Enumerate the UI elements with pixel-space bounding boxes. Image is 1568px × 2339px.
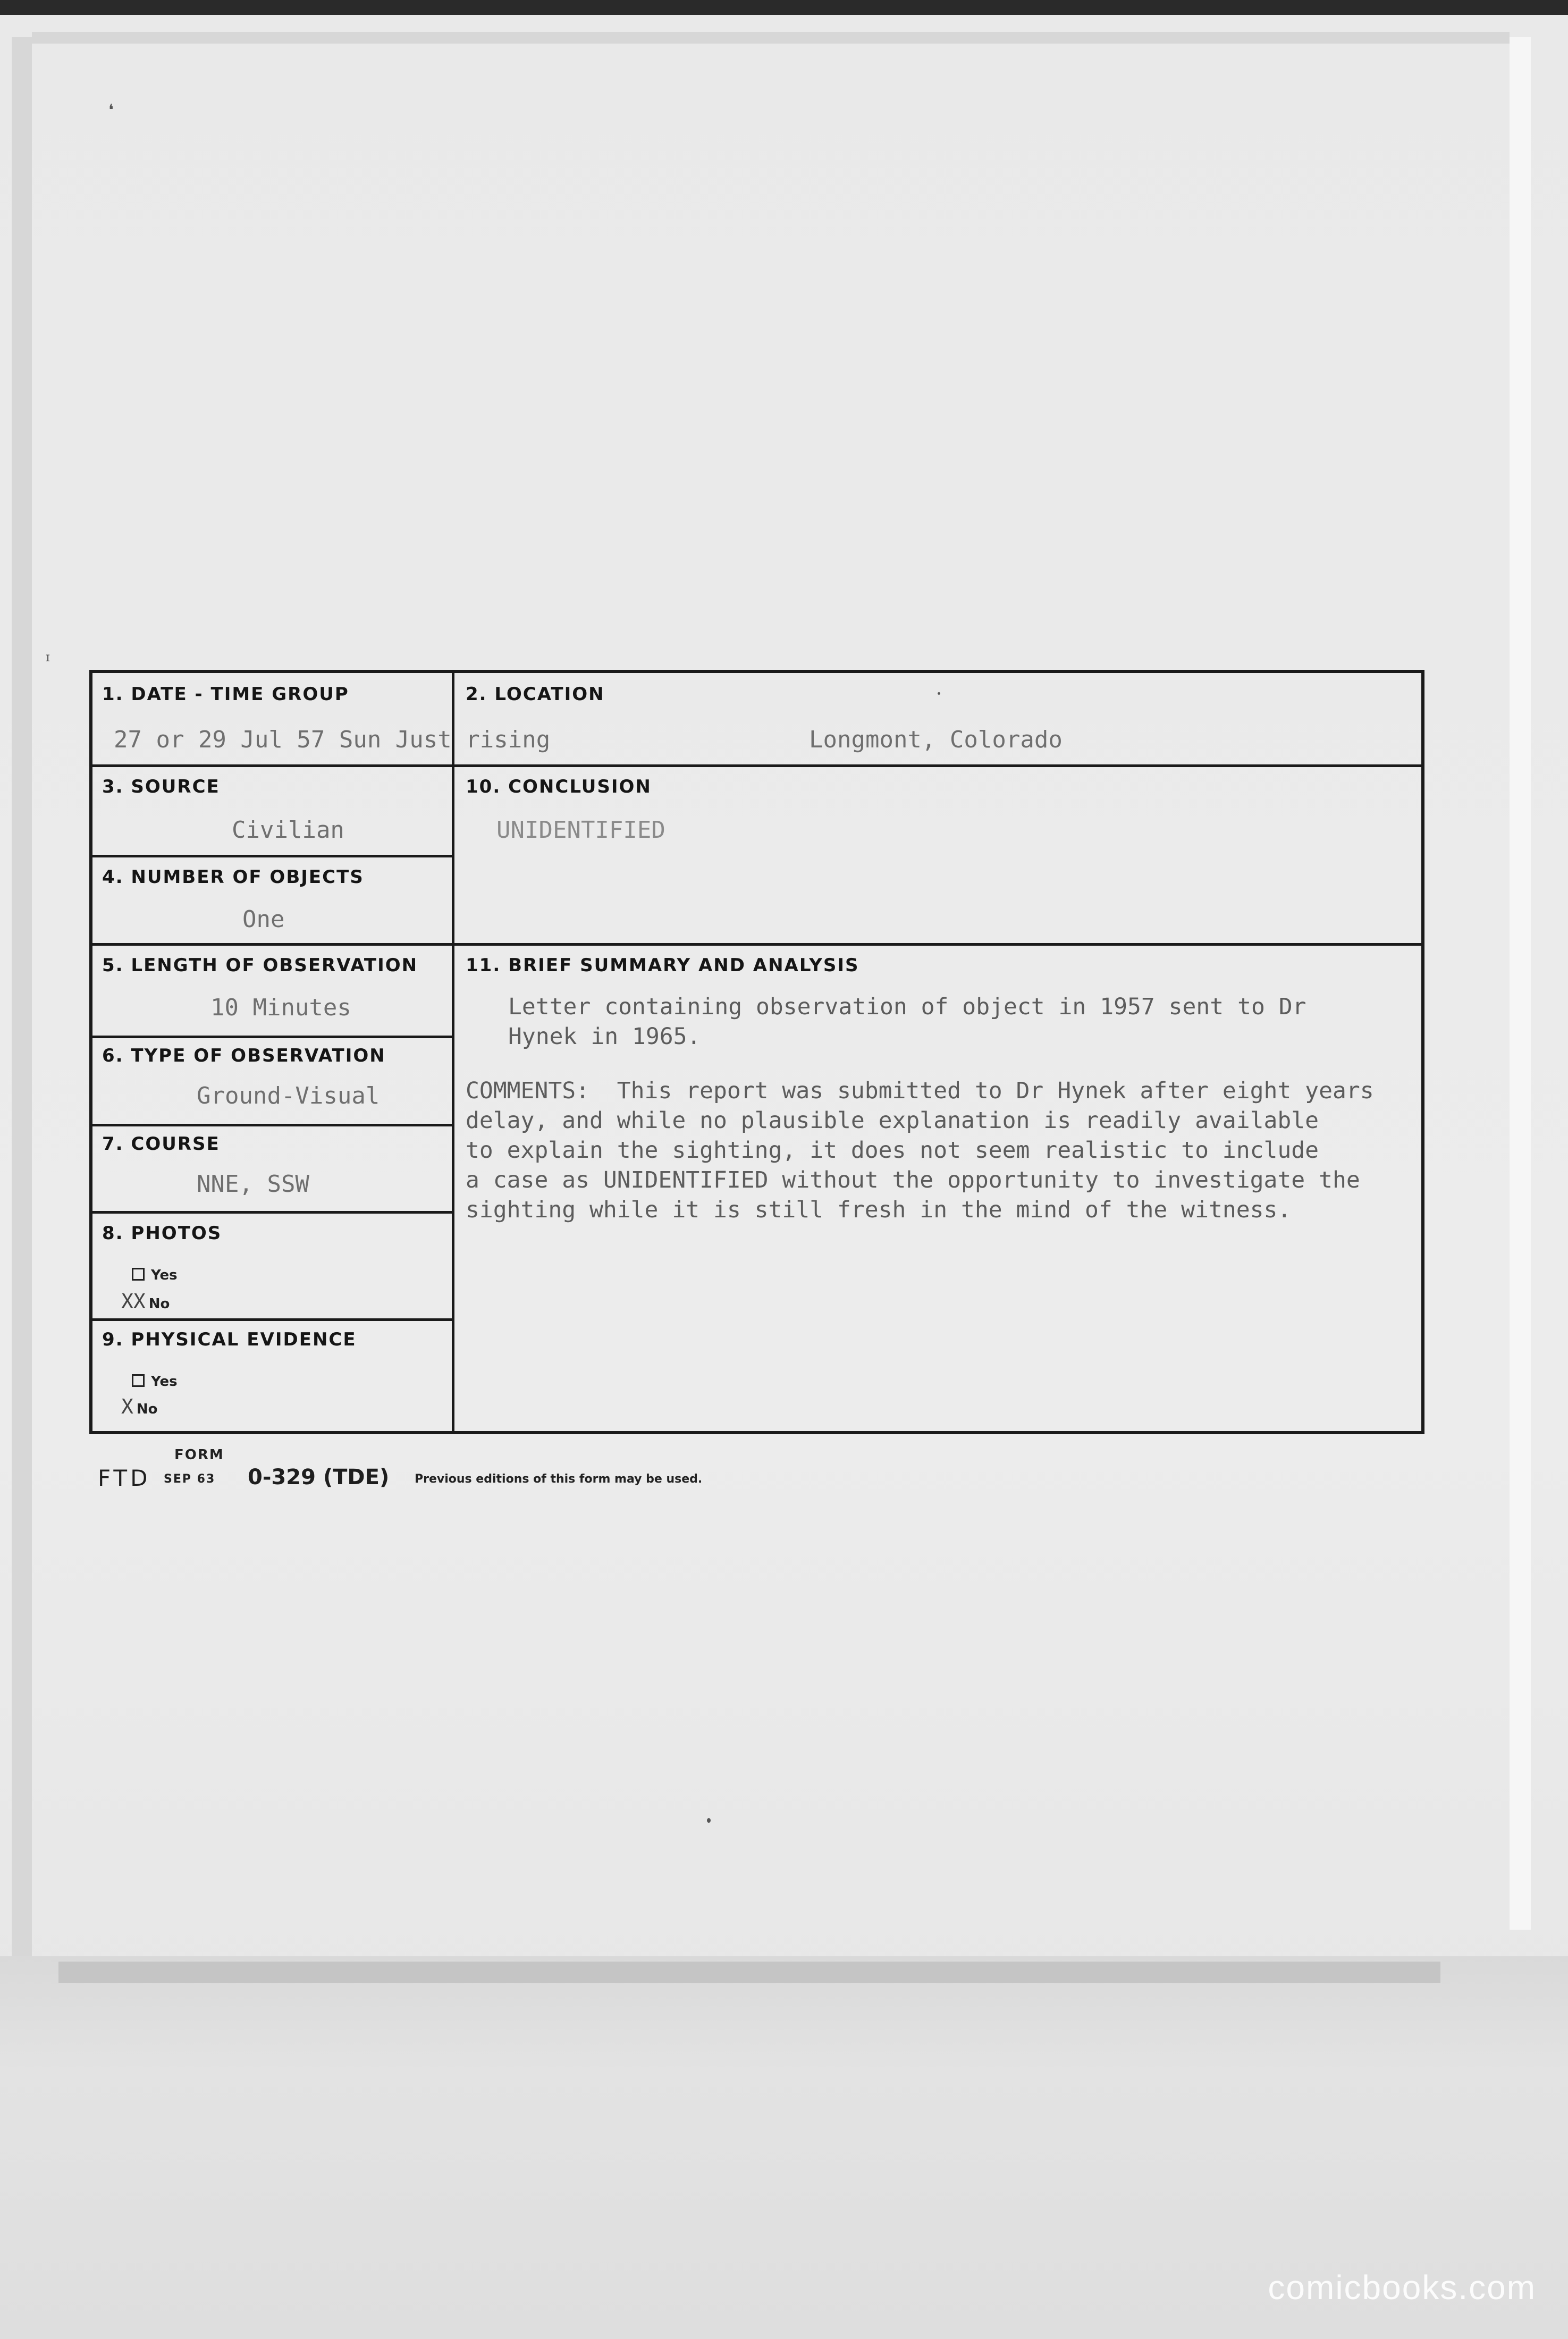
number-of-objects-label: 4. NUMBER OF OBJECTS [102, 866, 364, 888]
brief-summary-label: 11. BRIEF SUMMARY AND ANALYSIS [466, 955, 859, 976]
footer-date: SEP 63 [164, 1473, 216, 1486]
length-of-observation-value: 10 Minutes [210, 994, 351, 1021]
typed-x-mark-icon: XX [121, 1290, 146, 1313]
physical-evidence-label: 9. PHYSICAL EVIDENCE [102, 1329, 357, 1350]
underlying-page-band [58, 1962, 1440, 1983]
scan-shadow-top [32, 32, 1510, 44]
scan-edge-right [1510, 37, 1531, 1930]
row-divider [92, 1318, 454, 1321]
footer-form-word: FORM [174, 1447, 224, 1463]
photos-yes-option [132, 1267, 178, 1283]
checkbox-empty-icon [132, 1268, 145, 1281]
type-of-observation-label: 6. TYPE OF OBSERVATION [102, 1045, 386, 1066]
number-of-objects-value: One [242, 906, 285, 933]
location-label: 2. LOCATION [466, 684, 605, 705]
footer-ftd: FTD [98, 1465, 151, 1491]
location-value: Longmont, Colorado [809, 726, 1063, 753]
checkbox-empty-icon [132, 1374, 145, 1387]
source-value: Civilian [232, 817, 344, 844]
conclusion-label: 10. CONCLUSION [466, 776, 652, 797]
stray-mark: ❛ [108, 101, 114, 120]
course-value: NNE, SSW [197, 1171, 309, 1198]
physical-evidence-no-option [121, 1395, 158, 1418]
photos-label: 8. PHOTOS [102, 1223, 222, 1244]
date-time-group-label: 1. DATE - TIME GROUP [102, 684, 349, 705]
row-divider [92, 1036, 454, 1038]
physical-evidence-yes-option [132, 1374, 178, 1390]
conclusion-value: UNIDENTIFIED [496, 817, 665, 844]
source-label: 3. SOURCE [102, 776, 220, 797]
row-divider [92, 1211, 454, 1214]
watermark: comicbooks.com [1268, 2268, 1536, 2307]
row-divider [92, 943, 1421, 946]
photos-no-label: No [148, 1296, 170, 1312]
comments-paragraph: COMMENTS: This report was submitted to Dr Hynek after eight years delay, and while no plausible explanation is readily available to explain the sighting, it does not seem realistic to include a case as UNIDENTIFIED without the opportunity to investigate the sighting while it is still fresh in the mind of the witness. [466, 1078, 1374, 1223]
row-divider [92, 855, 454, 857]
column-divider [452, 673, 454, 1431]
photos-yes-label: Yes [151, 1267, 178, 1283]
footer-form-code: 0-329 (TDE) [248, 1465, 390, 1490]
course-label: 7. COURSE [102, 1133, 220, 1155]
footer-note: Previous editions of this form may be used. [415, 1473, 703, 1486]
speck [707, 1818, 711, 1823]
physical-evidence-yes-label: Yes [151, 1374, 178, 1390]
physical-evidence-no-label: No [136, 1401, 158, 1417]
photos-no-option [121, 1290, 170, 1313]
row-divider [92, 764, 1421, 767]
type-of-observation-value: Ground-Visual [197, 1082, 380, 1109]
date-time-group-value: 27 or 29 Jul 57 Sun Just rising [114, 726, 551, 753]
row-divider [92, 1124, 454, 1126]
project-record-card [89, 670, 1424, 1434]
typed-x-mark-icon: X [121, 1395, 133, 1418]
length-of-observation-label: 5. LENGTH OF OBSERVATION [102, 955, 418, 976]
scan-edge-left [12, 37, 32, 1962]
summary-paragraph: Letter containing observation of object in 1957 sent to Dr Hynek in 1965. [508, 994, 1306, 1050]
stray-mark: ɪ [46, 650, 50, 664]
